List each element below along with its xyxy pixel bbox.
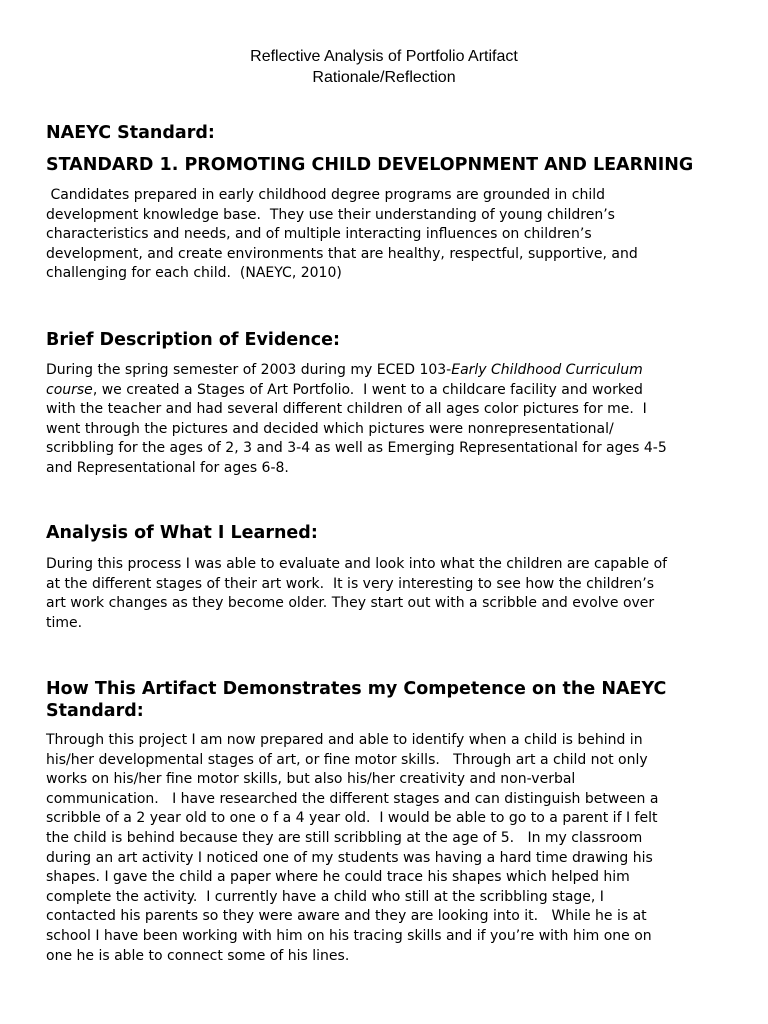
analysis-description xyxy=(46,555,736,633)
paragraph-line: Through this project I am now prepared and able to identify when a child is behind in xyxy=(46,732,643,748)
analysis-heading: Analysis of What I Learned: xyxy=(46,523,318,543)
paragraph-line: school I have been working with him on his tracing skills and if you’re with him one on xyxy=(46,927,652,944)
standard-description xyxy=(46,186,736,284)
course-title: Early Childhood Curriculum xyxy=(451,362,643,378)
paragraph-line: scribbling for the ages of 2, 3 and 3-4 as well as Emerging Representational for ages 4-5 xyxy=(46,440,667,457)
document-subtitle: Rationale/Reflection xyxy=(312,69,456,86)
paragraph-line xyxy=(46,361,736,381)
paragraph-line: during an art activity I noticed one of my students was having a hard time drawing his xyxy=(46,849,653,866)
paragraph-line xyxy=(46,381,736,401)
paragraph-line: complete the activity. I currently have a child who still at the scribbling stage, I xyxy=(46,888,604,905)
paragraph-line: contacted his parents so they were aware and they are looking into it. While he is at xyxy=(46,908,647,925)
paragraph-line: scribble of a 2 year old to one o f a 4 year old. I would be able to go to a parent if I felt xyxy=(46,810,658,827)
evidence-description xyxy=(46,361,736,479)
paragraph-line: development, and create environments that are healthy, respectful, supportive, and xyxy=(46,245,638,262)
competence-heading-line: Standard: xyxy=(46,701,144,721)
paragraph-line: development knowledge base. They use their understanding of young children’s xyxy=(46,206,615,223)
competence-heading xyxy=(46,678,746,722)
document-title: Reflective Analysis of Portfolio Artifact xyxy=(250,48,518,65)
paragraph-line: his/her developmental stages of art, or fine motor skills. Through art a child not only xyxy=(46,751,648,768)
paragraph-line: Candidates prepared in early childhood degree programs are grounded in child xyxy=(46,187,605,203)
paragraph-line: During this process I was able to evaluate and look into what the children are capable of xyxy=(46,556,668,572)
paragraph-line: at the different stages of their art work. It is very interesting to see how the children’s xyxy=(46,575,655,592)
competence-description xyxy=(46,731,736,966)
paragraph-line: works on his/her fine motor skills, but also his/her creativity and non-verbal xyxy=(46,771,576,788)
paragraph-line: shapes. I gave the child a paper where he could trace his shapes which helped him xyxy=(46,869,630,886)
standard-label: NAEYC Standard: xyxy=(46,123,215,143)
paragraph-line: communication. I have researched the different stages and can distinguish between a xyxy=(46,790,659,807)
paragraph-line: challenging for each child. (NAEYC, 2010) xyxy=(46,265,342,282)
competence-heading-line: How This Artifact Demonstrates my Competence on the NAEYC xyxy=(46,679,667,699)
course-word: course xyxy=(46,381,93,398)
evidence-text: , we created a Stages of Art Portfolio. I went to a childcare facility and worked xyxy=(92,381,643,398)
paragraph-line: and Representational for ages 6-8. xyxy=(46,459,289,476)
evidence-text: During the spring semester of 2003 during my ECED 103- xyxy=(46,362,452,378)
evidence-heading: Brief Description of Evidence: xyxy=(46,330,341,350)
paragraph-line: art work changes as they become older. They start out with a scribble and evolve over xyxy=(46,595,655,612)
paragraph-line: the child is behind because they are still scribbling at the age of 5. In my classroom xyxy=(46,829,643,846)
paragraph-line: went through the pictures and decided which pictures were nonrepresentational/ xyxy=(46,420,614,437)
paragraph-line: characteristics and needs, and of multiple interacting influences on children’s xyxy=(46,226,592,243)
paragraph-line: time. xyxy=(46,614,83,631)
paragraph-line: one he is able to connect some of his lines. xyxy=(46,947,350,964)
paragraph-line: with the teacher and had several different children of all ages color pictures for me. I xyxy=(46,401,647,418)
standard-name: STANDARD 1. PROMOTING CHILD DEVELOPNMENT AND LEARNING xyxy=(46,155,694,175)
